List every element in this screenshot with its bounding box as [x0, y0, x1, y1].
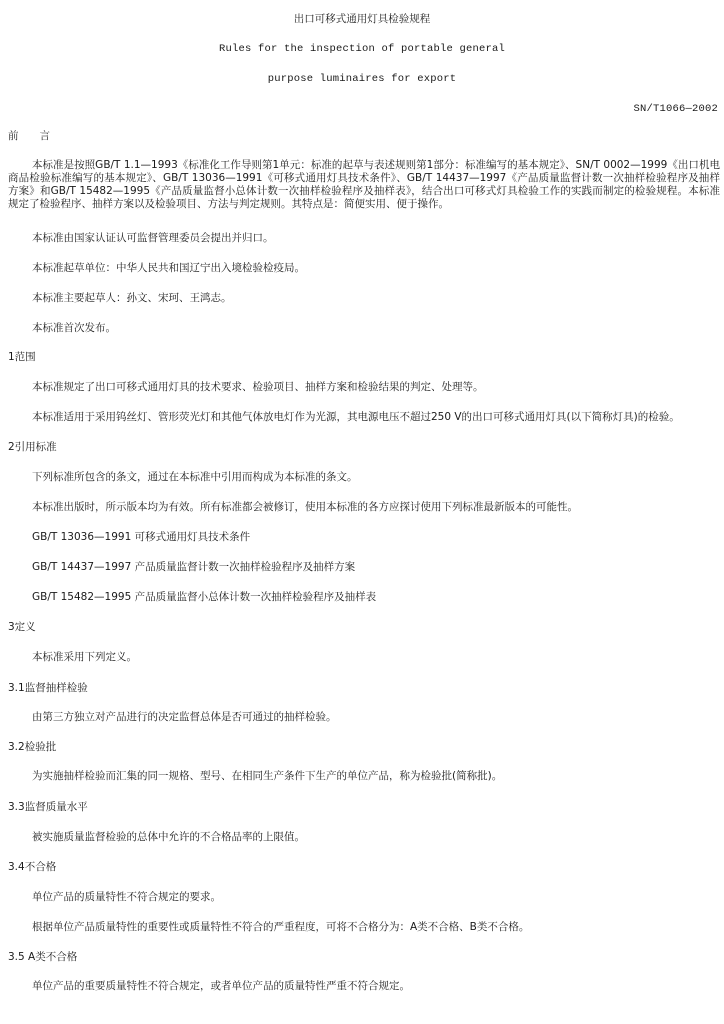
foreword-paragraph-3: 本标准起草单位：中华人民共和国辽宁出入境检验检疫局。: [32, 262, 305, 274]
foreword-paragraph-4: 本标准主要起草人：孙文、宋珂、王鸿志。: [32, 292, 232, 304]
section-3-paragraph-1: 本标准采用下列定义。: [32, 651, 137, 663]
section-2-paragraph-2: 本标准出版时，所示版本均为有效。所有标准都会被修订，使用本标准的各方应探讨使用下列标准最新版本的可能性。: [32, 501, 578, 513]
section-2-paragraph-1: 下列标准所包含的条文，通过在本标准中引用而构成为本标准的条文。: [32, 471, 358, 483]
english-title-line-2: purpose luminaires for export: [267, 73, 457, 85]
foreword-paragraph-5: 本标准首次发布。: [32, 322, 116, 334]
english-title-line-1: Rules for the inspection of portable general: [218, 43, 506, 55]
definition-3-4-text-1: 单位产品的质量特性不符合规定的要求。: [32, 891, 221, 903]
section-1-heading: 1范围: [8, 351, 36, 363]
standard-number: SN/T1066—2002: [633, 103, 718, 115]
reference-item-2: GB/T 14437—1997 产品质量监督计数一次抽样检验程序及抽样方案: [32, 561, 356, 573]
definition-3-2-heading: 3.2检验批: [8, 741, 57, 753]
reference-item-3: GB/T 15482—1995 产品质量监督小总体计数一次抽样检验程序及抽样表: [32, 591, 377, 603]
section-1-paragraph-1: 本标准规定了出口可移式通用灯具的技术要求、检验项目、抽样方案和检验结果的判定、处理等。: [32, 381, 484, 393]
definition-3-3-heading: 3.3监督质量水平: [8, 801, 88, 813]
definition-3-2-text: 为实施抽样检验而汇集的同一规格、型号、在相同生产条件下生产的单位产品，称为检验批(简称批)。: [32, 770, 503, 782]
definition-3-1-heading: 3.1监督抽样检验: [8, 682, 88, 694]
definition-3-4-text-2: 根据单位产品质量特性的重要性或质量特性不符合的严重程度，可将不合格分为：A类不合格、B类不合格。: [32, 921, 530, 933]
foreword-heading: 前 言: [8, 130, 50, 142]
section-2-heading: 2引用标准: [8, 441, 57, 453]
reference-item-1: GB/T 13036—1991 可移式通用灯具技术条件: [32, 531, 251, 543]
definition-3-3-text: 被实施质量监督检验的总体中允许的不合格品率的上限值。: [32, 831, 305, 843]
section-1-paragraph-2: 本标准适用于采用钨丝灯、管形荧光灯和其他气体放电灯作为光源，其电源电压不超过250 V的出口可移式通用灯具(以下简称灯具)的检验。: [32, 411, 680, 423]
section-3-heading: 3定义: [8, 621, 36, 633]
definition-3-1-text: 由第三方独立对产品进行的决定监督总体是否可通过的抽样检验。: [32, 711, 337, 723]
document-title: 出口可移式通用灯具检验规程: [293, 13, 431, 25]
definition-3-5-heading: 3.5 A类不合格: [8, 951, 78, 963]
foreword-paragraph-1: 本标准是按照GB/T 1.1—1993《标准化工作导则第1单元：标准的起草与表述规则第1部分：标准编写的基本规定》、SN/T 0002—1999《出口机电商品检验标准编写的基本规定》、GB/T 13036—1991《可移式通用灯具技术条件》、GB/T 14437—1997《产品质量监督计数一次抽样检验程序及抽样方案》和GB/T 15482—1995《产品质量监督小总体计数一次抽样检验程序及抽样表》，结合出口可移式灯具检验工作的实践而制定的检验规程。本标准规定了检验程序、抽样方案以及检验项目、方法与判定规则。其特点是：简便实用、便于操作。: [8, 159, 720, 210]
definition-3-5-text: 单位产品的重要质量特性不符合规定，或者单位产品的质量特性严重不符合规定。: [32, 980, 410, 992]
definition-3-4-heading: 3.4不合格: [8, 861, 57, 873]
foreword-paragraph-2: 本标准由国家认证认可监督管理委员会提出并归口。: [32, 232, 274, 244]
